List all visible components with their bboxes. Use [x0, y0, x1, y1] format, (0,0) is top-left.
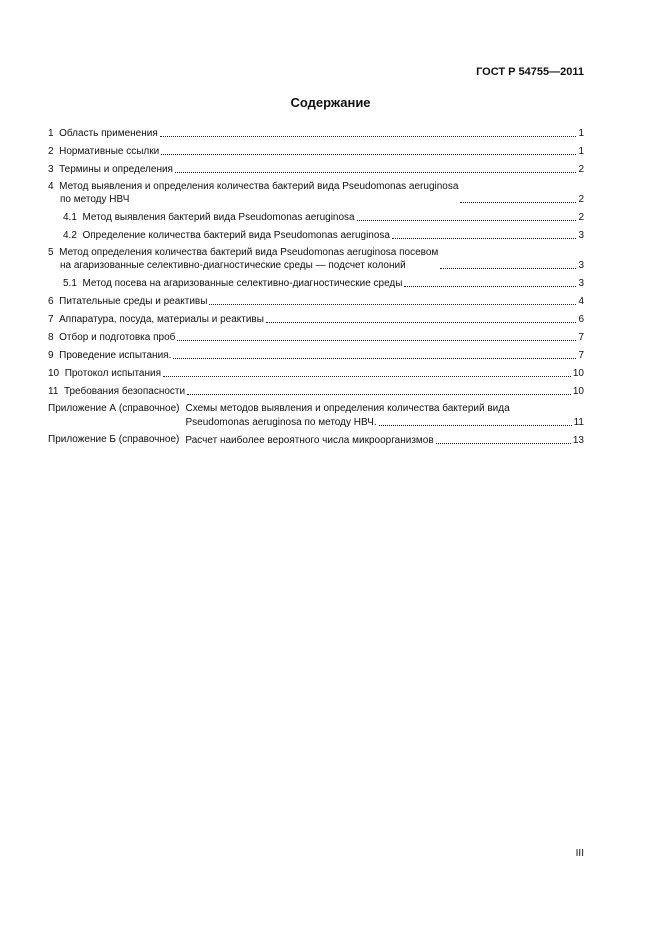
toc-entry-4-2[interactable]: 4.2 Определение количества бактерий вида Pseudomonas aeruginosa 3 — [48, 228, 584, 242]
toc-entry-4[interactable]: 4 Метод выявления и определения количества бактерий вида Pseudomonas aeruginosa по методу НВЧ 2 — [48, 181, 584, 205]
toc-entry-4-1[interactable]: 4.1 Метод выявления бактерий вида Pseudomonas aeruginosa 2 — [48, 210, 584, 224]
table-of-contents — [48, 126, 584, 447]
toc-entry-11[interactable]: 11 Требования безопасности 10 — [48, 384, 584, 398]
toc-appendix-b[interactable]: Приложение Б (справочное) Расчет наиболее вероятного числа микроорганизмов 13 — [48, 433, 584, 447]
toc-entry-5[interactable]: 5 Метод определения количества бактерий вида Pseudomonas aeruginosa посевом на агаризованные селективно-диагностические среды — подсчет колоний 3 — [48, 247, 584, 271]
toc-entry-5-1[interactable]: 5.1 Метод посева на агаризованные селективно-диагностические среды 3 — [48, 276, 584, 290]
toc-entry-8[interactable]: 8 Отбор и подготовка проб 7 — [48, 330, 584, 344]
toc-entry-7[interactable]: 7 Аппаратура, посуда, материалы и реактивы 6 — [48, 312, 584, 326]
toc-entry-6[interactable]: 6 Питательные среды и реактивы 4 — [48, 294, 584, 308]
toc-entry-10[interactable]: 10 Протокол испытания 10 — [48, 366, 584, 380]
document-code: ГОСТ Р 54755—2011 — [476, 66, 584, 78]
toc-entry-3[interactable]: 3 Термины и определения 2 — [48, 162, 584, 176]
toc-entry-2[interactable]: 2 Нормативные ссылки 1 — [48, 144, 584, 158]
toc-entry-9[interactable]: 9 Проведение испытания. 7 — [48, 348, 584, 362]
toc-entry-1[interactable]: 1 Область применения 1 — [48, 126, 584, 140]
toc-appendix-a[interactable]: Приложение А (справочное) Схемы методов выявления и определения количества бактерий вида Pseudomonas aeruginosa по методу НВЧ. 11 — [48, 403, 584, 428]
page-title: Содержание — [290, 95, 371, 110]
page-number: III — [575, 848, 584, 859]
